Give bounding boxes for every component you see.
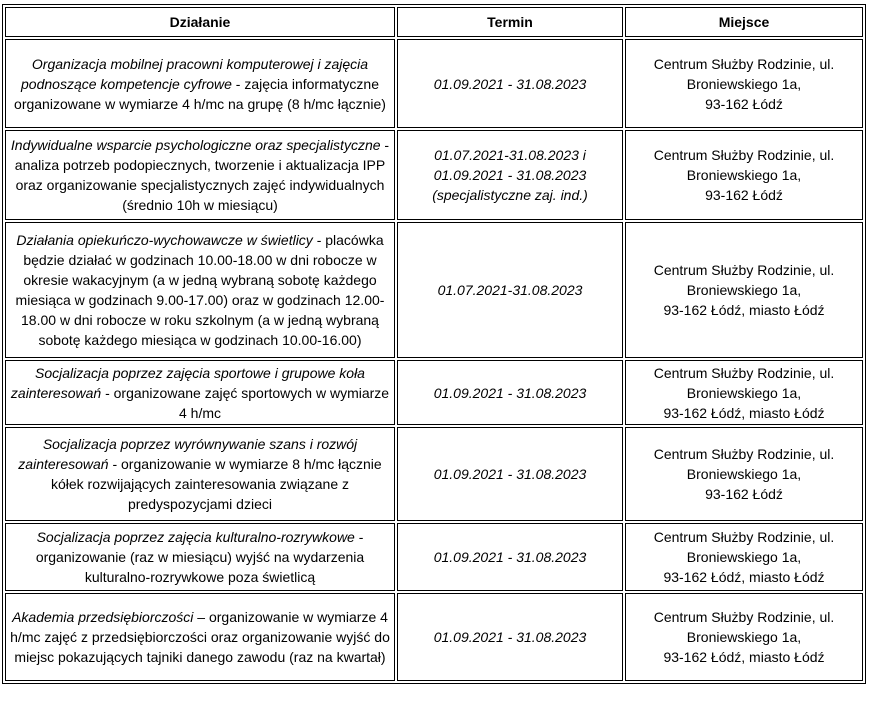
place-line: Broniewskiego 1a, [686,466,802,482]
place-line: Centrum Służby Rodzinie, ul. [653,262,835,278]
term-line: 01.09.2021 - 31.08.2023 [433,75,587,92]
action-cell [5,427,395,521]
action-title: Akademia przedsiębiorczości [12,609,194,625]
table-row [5,593,863,681]
term-cell [397,222,623,358]
action-cell [5,593,395,681]
place-line: 93-162 Łódź, miasto Łódź [663,302,825,318]
place-line: 93-162 Łódź [705,187,783,203]
action-cell [5,130,395,220]
table-row [5,523,863,591]
term-cell [397,130,623,220]
place-line: 93-162 Łódź [705,486,783,502]
place-line: Broniewskiego 1a, [686,167,802,183]
place-line: Broniewskiego 1a, [686,75,802,92]
place-cell [625,222,863,358]
place-line: 93-162 Łódź, miasto Łódź [663,569,825,585]
action-description: - zajęcia informatyczne organizowane w wymiarze 4 h/mc na grupę (8 h/mc łącznie) [14,75,386,112]
action-description: - analiza potrzeb podopiecznych, tworzenie i aktualizacja IPP oraz organizowanie specjalistycznych zajęć indywidualnych (średnio 10h w miesiącu) [14,137,390,213]
place-cell [625,130,863,220]
term-cell [397,593,623,681]
action-description: - organizowane zajęć sportowych w wymiarze 4 h/mc [101,384,390,421]
action-title: Indywidualne wsparcie psychologiczne oraz specjalistyczne [10,137,381,153]
place-line: Centrum Służby Rodzinie, ul. [653,446,835,462]
place-line: Broniewskiego 1a, [686,549,802,565]
term-line: 01.07.2021-31.08.2023 [437,282,583,298]
place-line: Broniewskiego 1a, [686,384,802,401]
action-description: - organizowanie w wymiarze 8 h/mc łącznie kółek rozwijających zainteresowania związane z predyspozycjami dzieci [50,456,382,512]
term-line: 01.09.2021 - 31.08.2023 [433,629,587,645]
action-cell [5,39,395,128]
place-cell [625,39,863,128]
header-place: Miejsce [625,7,863,37]
place-cell [625,523,863,591]
term-line: 01.09.2021 - 31.08.2023 [433,384,587,401]
place-line: Broniewskiego 1a, [686,282,802,298]
header-action: Działanie [5,7,395,37]
action-cell [5,360,395,425]
place-cell [625,593,863,681]
action-description: - organizowanie (raz w miesiącu) wyjść na wydarzenia kulturalno-rozrywkowe poza świetlicą [35,529,365,585]
table-body [5,39,863,681]
term-line: 01.09.2021 - 31.08.2023 [433,167,587,183]
action-description: – organizowanie w wymiarze 4 h/mc zajęć z przedsiębiorczości oraz organizowanie wyjść do miejsc pokazujących tajniki danego zawodu (raz na kwartał) [10,609,390,665]
place-line: Centrum Służby Rodzinie, ul. [653,364,835,381]
term-line: (specjalistyczne zaj. ind.) [432,187,588,203]
table-row [5,222,863,358]
action-cell [5,523,395,591]
term-line: 01.09.2021 - 31.08.2023 [433,466,587,482]
table-row [5,360,863,425]
schedule-table-wrapper [2,4,866,684]
action-title: Socjalizacja poprzez wyrównywanie szans i rozwój zainteresowań [18,436,358,472]
term-cell [397,39,623,128]
place-line: Centrum Służby Rodzinie, ul. [653,55,835,72]
place-line: Centrum Służby Rodzinie, ul. [653,609,835,625]
term-cell [397,523,623,591]
action-title: Organizacja mobilnej pracowni komputerowej i zajęcia podnoszące kompetencje cyfrowe [21,55,369,92]
place-cell [625,427,863,521]
action-cell [5,222,395,358]
table-row [5,130,863,220]
action-description: - placówka będzie działać w godzinach 10.00-18.00 w dni robocze w okresie wakacyjnym (a w jedną wybraną sobotę każdego miesiąca w godzinach 9.00-17.00) oraz w godzinach 12.00-18.00 w dni robocze w roku szkolnym (a w jedną wybraną sobotę każdego miesiąca w godzinach 10.00-16.00) [15,232,385,348]
table-row [5,427,863,521]
action-title: Socjalizacja poprzez zajęcia sportowe i grupowe koła zainteresowań [10,364,365,401]
term-line: 01.07.2021-31.08.2023 i [434,147,586,163]
place-line: 93-162 Łódź, miasto Łódź [663,404,825,421]
place-line: Centrum Służby Rodzinie, ul. [653,529,835,545]
place-line: Broniewskiego 1a, [686,629,802,645]
place-cell [625,360,863,425]
place-line: Centrum Służby Rodzinie, ul. [653,147,835,163]
place-line: 93-162 Łódź, miasto Łódź [663,649,825,665]
schedule-table [2,4,866,684]
table-row [5,39,863,128]
table-header-row [5,7,863,37]
term-line: 01.09.2021 - 31.08.2023 [433,549,587,565]
term-cell [397,360,623,425]
action-title: Socjalizacja poprzez zajęcia kulturalno-rozrywkowe [36,529,355,545]
action-title: Działania opiekuńczo-wychowawcze w świetlicy [16,232,313,248]
term-cell [397,427,623,521]
header-term: Termin [397,7,623,37]
place-line: 93-162 Łódź [705,95,783,112]
